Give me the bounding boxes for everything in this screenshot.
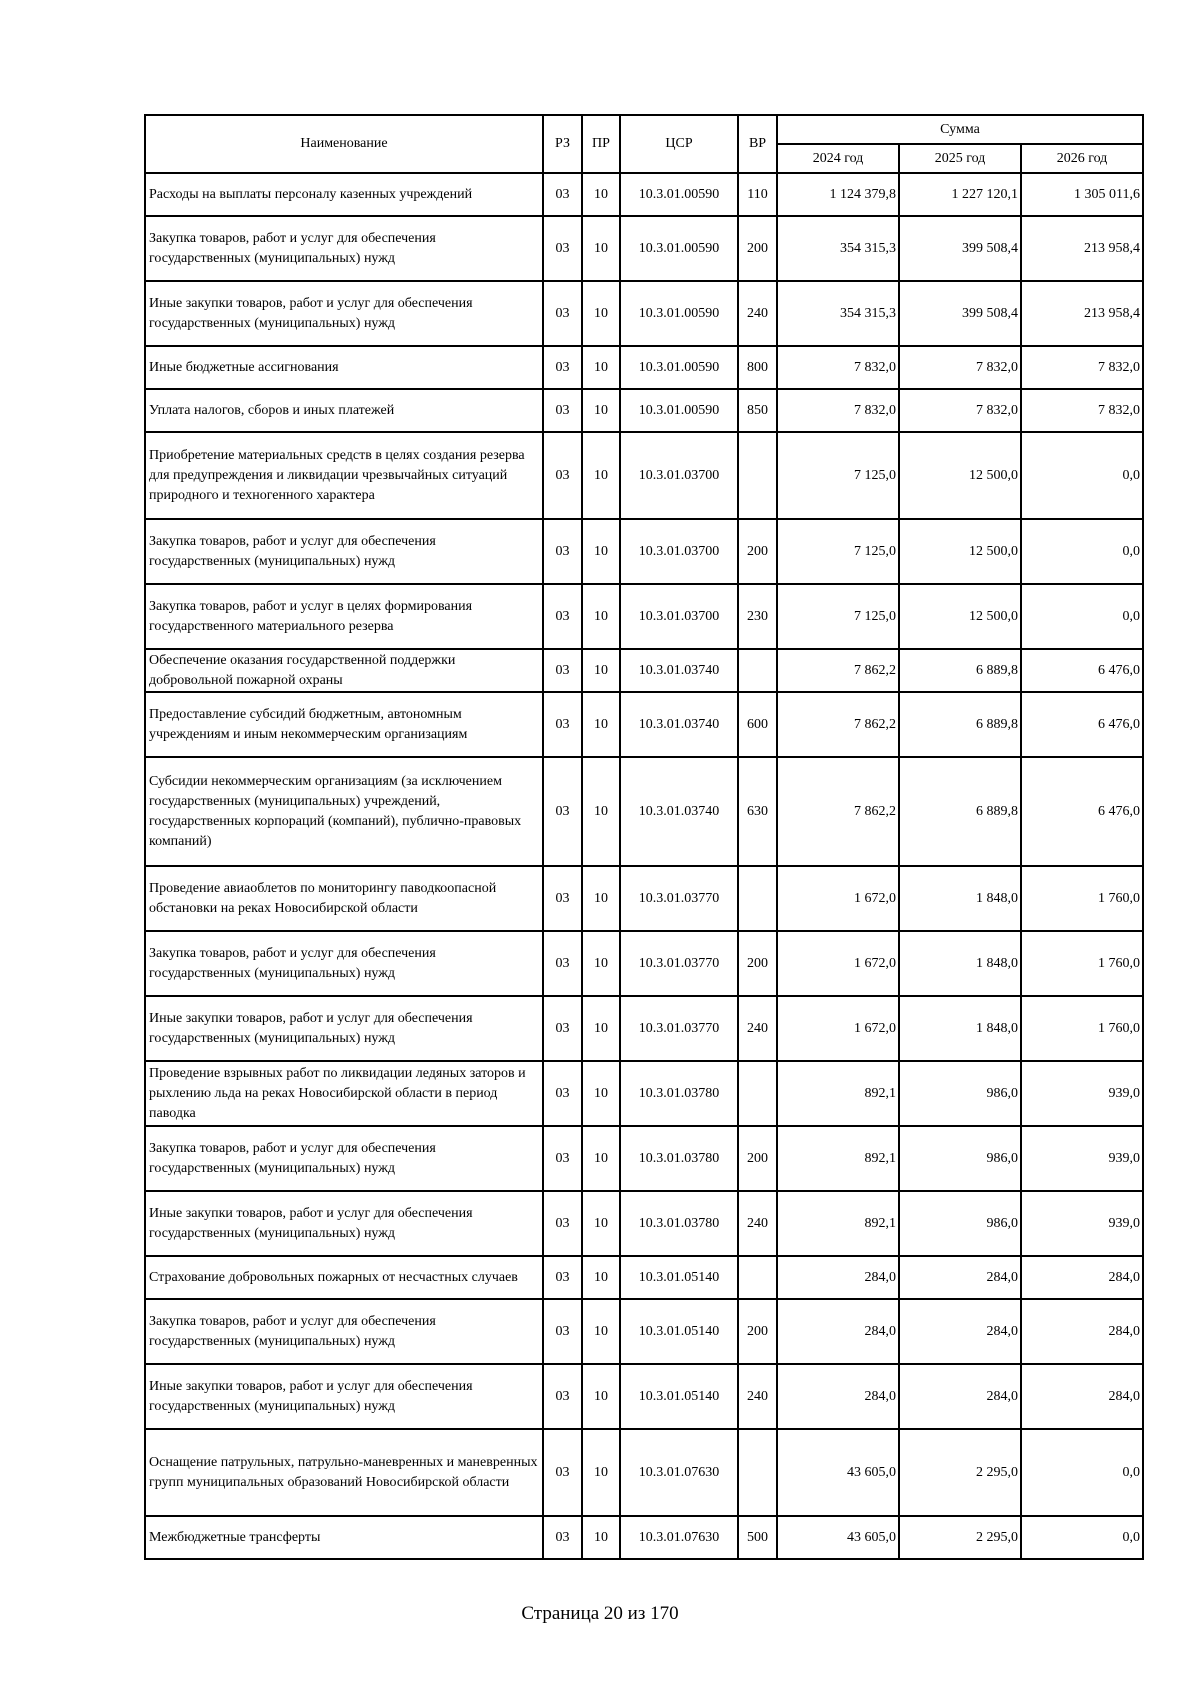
cell-sum-2024: 7 125,0 bbox=[777, 584, 899, 649]
cell-name: Субсидии некоммерческим организациям (за исключением государственных (муниципальных) учреждений, государственных корпораций (компаний), публично-правовых компаний) bbox=[145, 757, 543, 866]
cell-rz: 03 bbox=[543, 1061, 582, 1126]
table-row bbox=[145, 389, 1143, 432]
cell-sum-2026: 1 760,0 bbox=[1021, 866, 1143, 931]
table-row bbox=[145, 757, 1143, 866]
cell-vr bbox=[738, 1429, 777, 1516]
header-sum: Сумма bbox=[777, 115, 1143, 144]
cell-vr bbox=[738, 649, 777, 692]
cell-sum-2025: 2 295,0 bbox=[899, 1429, 1021, 1516]
cell-rz: 03 bbox=[543, 1256, 582, 1299]
cell-sum-2026: 7 832,0 bbox=[1021, 389, 1143, 432]
table-row bbox=[145, 996, 1143, 1061]
cell-sum-2026: 1 760,0 bbox=[1021, 996, 1143, 1061]
cell-rz: 03 bbox=[543, 432, 582, 519]
cell-rz: 03 bbox=[543, 996, 582, 1061]
cell-sum-2025: 1 227 120,1 bbox=[899, 173, 1021, 216]
cell-name: Закупка товаров, работ и услуг для обеспечения государственных (муниципальных) нужд bbox=[145, 1299, 543, 1364]
cell-name: Оснащение патрульных, патрульно-маневренных и маневренных групп муниципальных образований Новосибирской области bbox=[145, 1429, 543, 1516]
cell-sum-2025: 399 508,4 bbox=[899, 216, 1021, 281]
cell-name: Закупка товаров, работ и услуг в целях формирования государственного материального резерва bbox=[145, 584, 543, 649]
cell-name: Иные закупки товаров, работ и услуг для обеспечения государственных (муниципальных) нужд bbox=[145, 281, 543, 346]
cell-vr: 200 bbox=[738, 519, 777, 584]
cell-sum-2025: 6 889,8 bbox=[899, 757, 1021, 866]
cell-vr: 240 bbox=[738, 996, 777, 1061]
table-row bbox=[145, 931, 1143, 996]
cell-csr: 10.3.01.07630 bbox=[620, 1429, 738, 1516]
cell-vr: 630 bbox=[738, 757, 777, 866]
cell-sum-2026: 0,0 bbox=[1021, 1429, 1143, 1516]
cell-vr: 200 bbox=[738, 931, 777, 996]
cell-name: Проведение взрывных работ по ликвидации ледяных заторов и рыхлению льда на реках Новосибирской области в период паводка bbox=[145, 1061, 543, 1126]
cell-rz: 03 bbox=[543, 584, 582, 649]
header-year-2025: 2025 год bbox=[899, 144, 1021, 173]
cell-sum-2026: 284,0 bbox=[1021, 1299, 1143, 1364]
table-row bbox=[145, 281, 1143, 346]
cell-sum-2024: 7 862,2 bbox=[777, 757, 899, 866]
cell-vr: 800 bbox=[738, 346, 777, 389]
cell-pr: 10 bbox=[582, 519, 620, 584]
cell-vr: 200 bbox=[738, 216, 777, 281]
cell-sum-2026: 6 476,0 bbox=[1021, 649, 1143, 692]
cell-sum-2024: 43 605,0 bbox=[777, 1516, 899, 1559]
header-name: Наименование bbox=[145, 115, 543, 173]
cell-rz: 03 bbox=[543, 519, 582, 584]
cell-sum-2024: 7 862,2 bbox=[777, 649, 899, 692]
cell-name: Обеспечение оказания государственной поддержки добровольной пожарной охраны bbox=[145, 649, 543, 692]
cell-rz: 03 bbox=[543, 931, 582, 996]
cell-vr: 850 bbox=[738, 389, 777, 432]
cell-sum-2026: 0,0 bbox=[1021, 1516, 1143, 1559]
cell-name: Иные закупки товаров, работ и услуг для обеспечения государственных (муниципальных) нужд bbox=[145, 1191, 543, 1256]
cell-csr: 10.3.01.00590 bbox=[620, 281, 738, 346]
table-row bbox=[145, 1364, 1143, 1429]
cell-sum-2025: 1 848,0 bbox=[899, 996, 1021, 1061]
cell-csr: 10.3.01.03740 bbox=[620, 757, 738, 866]
cell-vr bbox=[738, 866, 777, 931]
cell-sum-2025: 12 500,0 bbox=[899, 519, 1021, 584]
cell-vr: 500 bbox=[738, 1516, 777, 1559]
cell-sum-2026: 939,0 bbox=[1021, 1191, 1143, 1256]
cell-sum-2026: 7 832,0 bbox=[1021, 346, 1143, 389]
cell-rz: 03 bbox=[543, 1364, 582, 1429]
cell-sum-2024: 7 832,0 bbox=[777, 389, 899, 432]
cell-sum-2025: 7 832,0 bbox=[899, 346, 1021, 389]
cell-vr: 240 bbox=[738, 1191, 777, 1256]
cell-sum-2025: 1 848,0 bbox=[899, 931, 1021, 996]
table-row bbox=[145, 346, 1143, 389]
cell-csr: 10.3.01.03740 bbox=[620, 649, 738, 692]
cell-csr: 10.3.01.03780 bbox=[620, 1191, 738, 1256]
cell-vr: 230 bbox=[738, 584, 777, 649]
page-number: Страница 20 из 170 bbox=[521, 1603, 679, 1624]
cell-csr: 10.3.01.03740 bbox=[620, 692, 738, 757]
cell-pr: 10 bbox=[582, 757, 620, 866]
cell-rz: 03 bbox=[543, 1516, 582, 1559]
cell-sum-2026: 1 760,0 bbox=[1021, 931, 1143, 996]
cell-csr: 10.3.01.05140 bbox=[620, 1256, 738, 1299]
cell-vr: 200 bbox=[738, 1126, 777, 1191]
cell-name: Закупка товаров, работ и услуг для обеспечения государственных (муниципальных) нужд bbox=[145, 1126, 543, 1191]
cell-csr: 10.3.01.03780 bbox=[620, 1126, 738, 1191]
cell-vr bbox=[738, 1061, 777, 1126]
cell-rz: 03 bbox=[543, 389, 582, 432]
cell-sum-2026: 213 958,4 bbox=[1021, 216, 1143, 281]
cell-pr: 10 bbox=[582, 173, 620, 216]
cell-rz: 03 bbox=[543, 1191, 582, 1256]
cell-name: Закупка товаров, работ и услуг для обеспечения государственных (муниципальных) нужд bbox=[145, 216, 543, 281]
cell-sum-2025: 284,0 bbox=[899, 1256, 1021, 1299]
cell-rz: 03 bbox=[543, 649, 582, 692]
cell-sum-2024: 43 605,0 bbox=[777, 1429, 899, 1516]
cell-sum-2025: 1 848,0 bbox=[899, 866, 1021, 931]
table-row bbox=[145, 1299, 1143, 1364]
cell-sum-2026: 6 476,0 bbox=[1021, 692, 1143, 757]
table-row bbox=[145, 692, 1143, 757]
cell-csr: 10.3.01.00590 bbox=[620, 216, 738, 281]
cell-sum-2025: 6 889,8 bbox=[899, 649, 1021, 692]
table-row bbox=[145, 173, 1143, 216]
cell-pr: 10 bbox=[582, 649, 620, 692]
table-row bbox=[145, 649, 1143, 692]
cell-sum-2025: 986,0 bbox=[899, 1061, 1021, 1126]
cell-vr: 240 bbox=[738, 281, 777, 346]
cell-rz: 03 bbox=[543, 216, 582, 281]
cell-sum-2024: 892,1 bbox=[777, 1126, 899, 1191]
cell-sum-2026: 0,0 bbox=[1021, 519, 1143, 584]
cell-sum-2024: 354 315,3 bbox=[777, 216, 899, 281]
cell-sum-2024: 1 672,0 bbox=[777, 996, 899, 1061]
cell-sum-2025: 2 295,0 bbox=[899, 1516, 1021, 1559]
cell-pr: 10 bbox=[582, 1126, 620, 1191]
cell-name: Закупка товаров, работ и услуг для обеспечения государственных (муниципальных) нужд bbox=[145, 931, 543, 996]
cell-vr bbox=[738, 1256, 777, 1299]
cell-rz: 03 bbox=[543, 866, 582, 931]
cell-vr: 600 bbox=[738, 692, 777, 757]
cell-name: Предоставление субсидий бюджетным, автономным учреждениям и иным некоммерческим организациям bbox=[145, 692, 543, 757]
header-year-2024: 2024 год bbox=[777, 144, 899, 173]
cell-sum-2026: 213 958,4 bbox=[1021, 281, 1143, 346]
table-row bbox=[145, 1429, 1143, 1516]
cell-rz: 03 bbox=[543, 692, 582, 757]
cell-sum-2024: 7 862,2 bbox=[777, 692, 899, 757]
cell-pr: 10 bbox=[582, 996, 620, 1061]
table-row bbox=[145, 432, 1143, 519]
cell-rz: 03 bbox=[543, 1126, 582, 1191]
cell-sum-2024: 1 124 379,8 bbox=[777, 173, 899, 216]
cell-rz: 03 bbox=[543, 1299, 582, 1364]
cell-pr: 10 bbox=[582, 584, 620, 649]
cell-sum-2026: 1 305 011,6 bbox=[1021, 173, 1143, 216]
cell-sum-2026: 939,0 bbox=[1021, 1061, 1143, 1126]
table-header bbox=[145, 115, 1143, 173]
cell-sum-2026: 939,0 bbox=[1021, 1126, 1143, 1191]
cell-csr: 10.3.01.03700 bbox=[620, 519, 738, 584]
cell-sum-2025: 986,0 bbox=[899, 1191, 1021, 1256]
cell-csr: 10.3.01.05140 bbox=[620, 1299, 738, 1364]
cell-pr: 10 bbox=[582, 1364, 620, 1429]
cell-pr: 10 bbox=[582, 281, 620, 346]
table-row bbox=[145, 216, 1143, 281]
cell-sum-2024: 892,1 bbox=[777, 1191, 899, 1256]
cell-sum-2026: 0,0 bbox=[1021, 584, 1143, 649]
cell-name: Приобретение материальных средств в целях создания резерва для предупреждения и ликвидации чрезвычайных ситуаций природного и техногенного характера bbox=[145, 432, 543, 519]
table-row bbox=[145, 584, 1143, 649]
cell-rz: 03 bbox=[543, 1429, 582, 1516]
cell-pr: 10 bbox=[582, 931, 620, 996]
cell-sum-2025: 284,0 bbox=[899, 1299, 1021, 1364]
cell-csr: 10.3.01.03780 bbox=[620, 1061, 738, 1126]
cell-sum-2024: 892,1 bbox=[777, 1061, 899, 1126]
header-rz: РЗ bbox=[543, 115, 582, 173]
cell-pr: 10 bbox=[582, 1256, 620, 1299]
cell-name: Расходы на выплаты персоналу казенных учреждений bbox=[145, 173, 543, 216]
cell-csr: 10.3.01.03770 bbox=[620, 866, 738, 931]
cell-name: Иные закупки товаров, работ и услуг для обеспечения государственных (муниципальных) нужд bbox=[145, 1364, 543, 1429]
table-row bbox=[145, 1516, 1143, 1559]
cell-sum-2024: 284,0 bbox=[777, 1364, 899, 1429]
table-row bbox=[145, 1191, 1143, 1256]
cell-sum-2025: 284,0 bbox=[899, 1364, 1021, 1429]
cell-sum-2024: 284,0 bbox=[777, 1256, 899, 1299]
cell-vr: 240 bbox=[738, 1364, 777, 1429]
cell-pr: 10 bbox=[582, 216, 620, 281]
cell-sum-2024: 7 125,0 bbox=[777, 519, 899, 584]
cell-sum-2024: 284,0 bbox=[777, 1299, 899, 1364]
cell-pr: 10 bbox=[582, 1061, 620, 1126]
cell-rz: 03 bbox=[543, 173, 582, 216]
cell-name: Проведение авиаоблетов по мониторингу паводкоопасной обстановки на реках Новосибирской области bbox=[145, 866, 543, 931]
cell-sum-2024: 1 672,0 bbox=[777, 931, 899, 996]
cell-pr: 10 bbox=[582, 1299, 620, 1364]
cell-name: Страхование добровольных пожарных от несчастных случаев bbox=[145, 1256, 543, 1299]
table-row bbox=[145, 519, 1143, 584]
cell-csr: 10.3.01.07630 bbox=[620, 1516, 738, 1559]
cell-csr: 10.3.01.00590 bbox=[620, 346, 738, 389]
cell-sum-2026: 0,0 bbox=[1021, 432, 1143, 519]
table-row bbox=[145, 866, 1143, 931]
header-csr: ЦСР bbox=[620, 115, 738, 173]
cell-sum-2026: 284,0 bbox=[1021, 1364, 1143, 1429]
header-vr: ВР bbox=[738, 115, 777, 173]
header-pr: ПР bbox=[582, 115, 620, 173]
cell-csr: 10.3.01.03700 bbox=[620, 584, 738, 649]
table-row bbox=[145, 1256, 1143, 1299]
cell-pr: 10 bbox=[582, 1429, 620, 1516]
cell-pr: 10 bbox=[582, 866, 620, 931]
cell-sum-2025: 986,0 bbox=[899, 1126, 1021, 1191]
cell-pr: 10 bbox=[582, 432, 620, 519]
cell-csr: 10.3.01.03770 bbox=[620, 996, 738, 1061]
header-row-top bbox=[145, 115, 1143, 144]
cell-vr: 110 bbox=[738, 173, 777, 216]
cell-name: Уплата налогов, сборов и иных платежей bbox=[145, 389, 543, 432]
cell-sum-2024: 354 315,3 bbox=[777, 281, 899, 346]
header-year-2026: 2026 год bbox=[1021, 144, 1143, 173]
cell-pr: 10 bbox=[582, 692, 620, 757]
cell-csr: 10.3.01.00590 bbox=[620, 173, 738, 216]
cell-rz: 03 bbox=[543, 281, 582, 346]
cell-name: Закупка товаров, работ и услуг для обеспечения государственных (муниципальных) нужд bbox=[145, 519, 543, 584]
cell-pr: 10 bbox=[582, 389, 620, 432]
cell-sum-2025: 6 889,8 bbox=[899, 692, 1021, 757]
cell-sum-2024: 1 672,0 bbox=[777, 866, 899, 931]
cell-sum-2025: 7 832,0 bbox=[899, 389, 1021, 432]
cell-csr: 10.3.01.03770 bbox=[620, 931, 738, 996]
cell-sum-2025: 399 508,4 bbox=[899, 281, 1021, 346]
cell-sum-2024: 7 125,0 bbox=[777, 432, 899, 519]
cell-name: Иные закупки товаров, работ и услуг для обеспечения государственных (муниципальных) нужд bbox=[145, 996, 543, 1061]
cell-rz: 03 bbox=[543, 346, 582, 389]
cell-pr: 10 bbox=[582, 1516, 620, 1559]
table-row bbox=[145, 1126, 1143, 1191]
cell-rz: 03 bbox=[543, 757, 582, 866]
budget-table bbox=[144, 114, 1144, 1560]
cell-sum-2024: 7 832,0 bbox=[777, 346, 899, 389]
cell-pr: 10 bbox=[582, 346, 620, 389]
cell-vr bbox=[738, 432, 777, 519]
cell-vr: 200 bbox=[738, 1299, 777, 1364]
cell-sum-2026: 6 476,0 bbox=[1021, 757, 1143, 866]
table-body bbox=[145, 173, 1143, 1559]
cell-pr: 10 bbox=[582, 1191, 620, 1256]
cell-csr: 10.3.01.03700 bbox=[620, 432, 738, 519]
cell-csr: 10.3.01.00590 bbox=[620, 389, 738, 432]
cell-sum-2025: 12 500,0 bbox=[899, 432, 1021, 519]
cell-csr: 10.3.01.05140 bbox=[620, 1364, 738, 1429]
cell-name: Межбюджетные трансферты bbox=[145, 1516, 543, 1559]
cell-sum-2025: 12 500,0 bbox=[899, 584, 1021, 649]
cell-name: Иные бюджетные ассигнования bbox=[145, 346, 543, 389]
table-row bbox=[145, 1061, 1143, 1126]
cell-sum-2026: 284,0 bbox=[1021, 1256, 1143, 1299]
